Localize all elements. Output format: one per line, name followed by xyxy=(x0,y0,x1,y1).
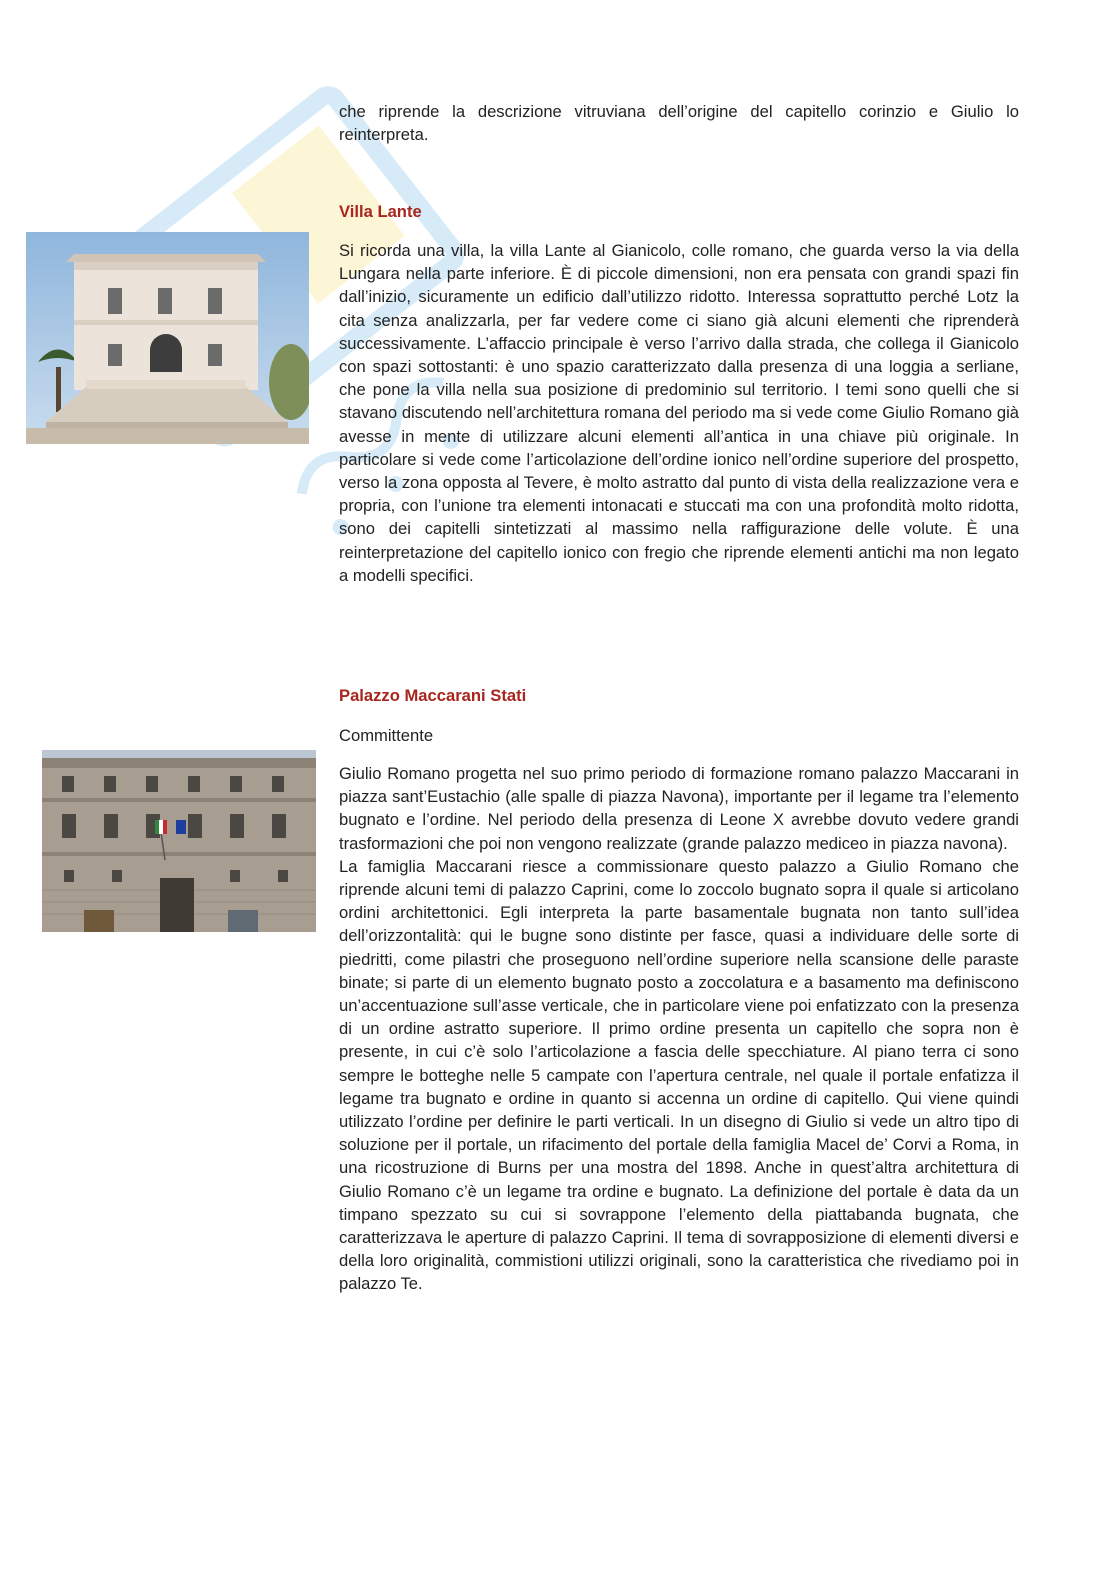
heading-palazzo-maccarani: Palazzo Maccarani Stati xyxy=(339,686,527,705)
intro-paragraph xyxy=(339,100,1019,146)
intro-text: che riprende la descrizione vitruviana dell’origine del capitello corinzio e Giulio lo reinterpreta. xyxy=(339,102,1019,145)
palazzo-maccarani-photo xyxy=(42,750,316,932)
palazzo-maccarani-paragraphs xyxy=(339,762,1019,1296)
committente-label xyxy=(339,724,1019,747)
heading-villa-lante: Villa Lante xyxy=(339,202,422,221)
subheading-committente: Committente xyxy=(339,726,434,745)
palazzo-maccarani-text-2: La famiglia Maccarani riesce a commissionare questo palazzo a Giulio Romano che riprende alcuni temi di palazzo Caprini, come lo zoccolo bugnato sopra il quale si articolano ordini architettonici. Egli interpreta la parte basamentale bugnata non tanto sull’idea dell’orizzontalità: qui le bugne sono distinte per fasce, quasi a individuare delle sorte di piedritti, come pilastri che proseguono nell’ordine superiore nella scansione delle paraste binate; si parte di un elemento bugnato posto a zoccolatura e a basamento ma definiscono un’accentuazione sull’asse verticale, che in particolare viene poi enfatizzato con la presenza di un ordine astratto superiore. Il primo ordine presenta un capitello che sopra non è presente, in cui c’è solo l’articolazione a fascia delle specchiature. Al piano terra ci sono sempre le botteghe nelle 5 campate con l’apertura centrale, nel quale il portale enfatizza il legame tra bugnato e ordine in quanto si accenna un ordine di capitello. Qui viene quindi utilizzato l’ordine per definire le parti verticali. In un disegno di Giulio si vede un altro tipo di soluzione per il portale, un rifacimento del portale della famiglia Macel de’ Corvi a Roma, in una ricostruzione di Burns per una mostra del 1898. Anche in quest’altra architettura di Giulio Romano c’è un legame tra ordine e bugnato. La definizione del portale è data da un timpano spezzato su cui si sovrappone l’elemento della piattabanda bugnata, che caratterizzava le aperture di palazzo Caprini. Il tema di sovrapposizione di elementi diversi e della loro originalità, commistioni utilizzi originali, sono la caratteristica che rivediamo poi in palazzo Te. xyxy=(339,856,1019,1294)
palazzo-maccarani-text-1: Giulio Romano progetta nel suo primo periodo di formazione romano palazzo Maccarani in piazza sant’Eustachio (alle spalle di piazza Navona), importante per il legame tra l’elemento bugnato e l’ordine. Nel periodo della presenza di Leone X avrebbe dovuto vedere grandi trasformazioni che poi non vengono realizzate (grande palazzo mediceo in piazza navona). xyxy=(339,764,1019,853)
villa-lante-photo xyxy=(26,232,309,444)
villa-lante-paragraph xyxy=(339,239,1019,587)
villa-lante-text: Si ricorda una villa, la villa Lante al Gianicolo, colle romano, che guarda verso la via della Lungara nella parte inferiore. È di piccole dimensioni, non era pensata con grandi spazi fin dall’inizio, sicuramente un edificio dall’utilizzo ridotto. Interessa soprattutto perché Lotz la cita senza analizzarla, per far vedere come ci siano già alcuni elementi che riprenderà successivamente. L’affaccio principale è verso l’arrivo dalla strada, che collega il Gianicolo con spazi sottostanti: è uno spazio caratterizzato dalla presenza di una loggia a serliane, che pone la villa nella sua posizione di predominio sul territorio. I temi sono quelli che si stavano discutendo nell’architettura romana del periodo ma si vede come Giulio Romano già avesse in mente di utilizzare alcuni elementi all’antica in una chiave più originale. In particolare si vede come l’articolazione dell’ordine ionico nell’ordine superiore del prospetto, verso la zona opposta al Tevere, è molto astratto dal punto di vista della realizzazione vera e propria, con l’unione tra elementi intonacati e stuccati ma con una profondità molto ridotta, sono dei capitelli sintetizzati al massimo nella raffigurazione delle volute. È una reinterpretazione del capitello ionico con fregio che riprende elementi antichi ma non legato a modelli specifici. xyxy=(339,241,1019,585)
